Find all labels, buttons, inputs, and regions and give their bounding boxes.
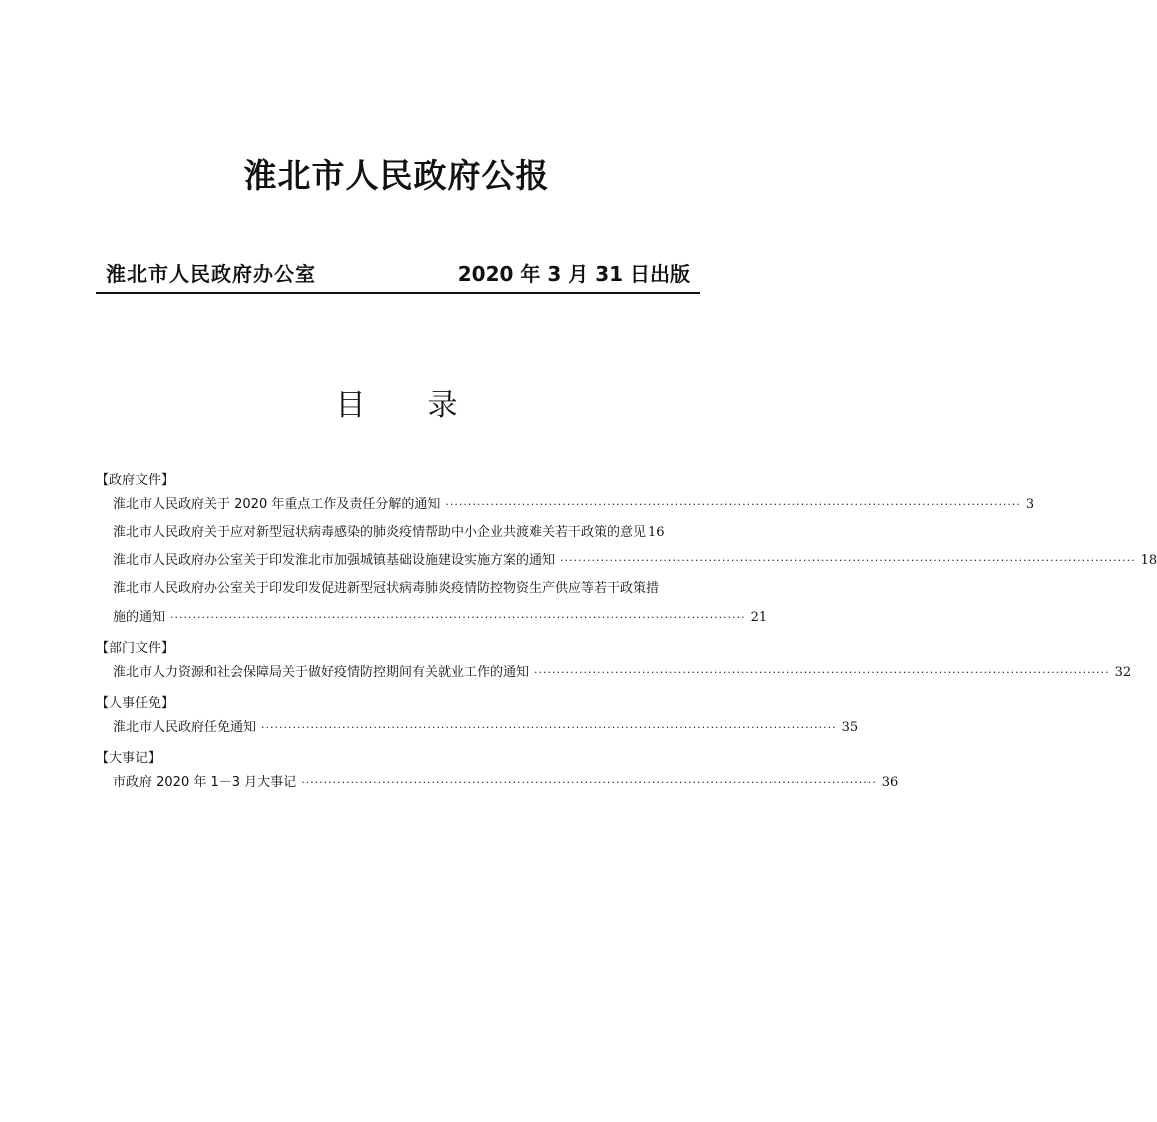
leader-dots: ································································································································ — [170, 611, 746, 624]
leader-dots: ································································································································ — [534, 666, 1110, 679]
toc-section-government-documents — [96, 470, 1157, 626]
toc-entry[interactable] — [113, 580, 768, 626]
toc-entry-title: 淮北市人力资源和社会保障局关于做好疫情防控期间有关就业工作的通知 — [113, 665, 530, 680]
toc-heading-char-2: 录 — [427, 388, 458, 423]
table-of-contents — [96, 470, 1157, 803]
toc-heading-char-1: 目 — [335, 388, 366, 423]
toc-entry-page: 16 — [648, 525, 665, 540]
toc-entry[interactable] — [113, 524, 700, 541]
toc-entry-title: 淮北市人民政府关于应对新型冠状病毒感染的肺炎疫情帮助中小企业共渡难关若干政策的意见 — [113, 525, 647, 540]
leader-dots: ································································································································ — [261, 721, 837, 734]
leader-dots: ································································································································ — [560, 554, 1136, 567]
toc-entry-title-line-1: 淮北市人民政府办公室关于印发印发促进新型冠状病毒肺炎疫情防控物资生产供应等若干政策措 — [113, 581, 660, 596]
section-title: 【人事任免】 — [96, 696, 175, 711]
section-title: 【大事记】 — [96, 751, 162, 766]
toc-entry-page: 21 — [750, 610, 768, 625]
toc-section-major-events — [96, 748, 899, 791]
toc-section-personnel-appointments — [96, 693, 859, 736]
toc-entry[interactable] — [113, 552, 1157, 569]
leader-dots: ································································································································ — [445, 498, 1021, 511]
publish-date: 2020 年 3 月 31 日出版 — [457, 262, 690, 286]
toc-entry-title: 淮北市人民政府办公室关于印发淮北市加强城镇基础设施建设实施方案的通知 — [113, 553, 556, 568]
toc-entry-page: 18 — [1140, 553, 1157, 568]
toc-entry-page: 35 — [841, 720, 859, 735]
toc-entry-title: 市政府 2020 年 1－3 月大事记 — [113, 775, 297, 790]
toc-section-department-documents — [96, 638, 1132, 681]
toc-entry[interactable] — [113, 496, 1035, 513]
toc-entry-title: 淮北市人民政府任免通知 — [113, 720, 257, 735]
toc-entry-page: 36 — [881, 775, 899, 790]
toc-entry-page: 32 — [1114, 665, 1132, 680]
toc-entry-title: 淮北市人民政府关于 2020 年重点工作及责任分解的通知 — [113, 497, 441, 512]
section-title: 【政府文件】 — [96, 473, 175, 488]
leader-dots: ································································································································ — [301, 776, 877, 789]
toc-entry[interactable] — [113, 719, 859, 736]
toc-entry[interactable] — [113, 774, 899, 791]
toc-entry-title-line-2: 施的通知 — [113, 610, 166, 625]
toc-entry-page: 3 — [1025, 497, 1035, 512]
toc-heading — [0, 380, 793, 424]
toc-entry-line-2 — [113, 609, 768, 626]
bulletin-title: 淮北市人民政府公报 — [243, 156, 550, 195]
toc-entry[interactable] — [113, 664, 1132, 681]
publisher-name: 淮北市人民政府办公室 — [106, 262, 316, 286]
publisher-row — [96, 258, 700, 294]
section-title: 【部门文件】 — [96, 641, 175, 656]
